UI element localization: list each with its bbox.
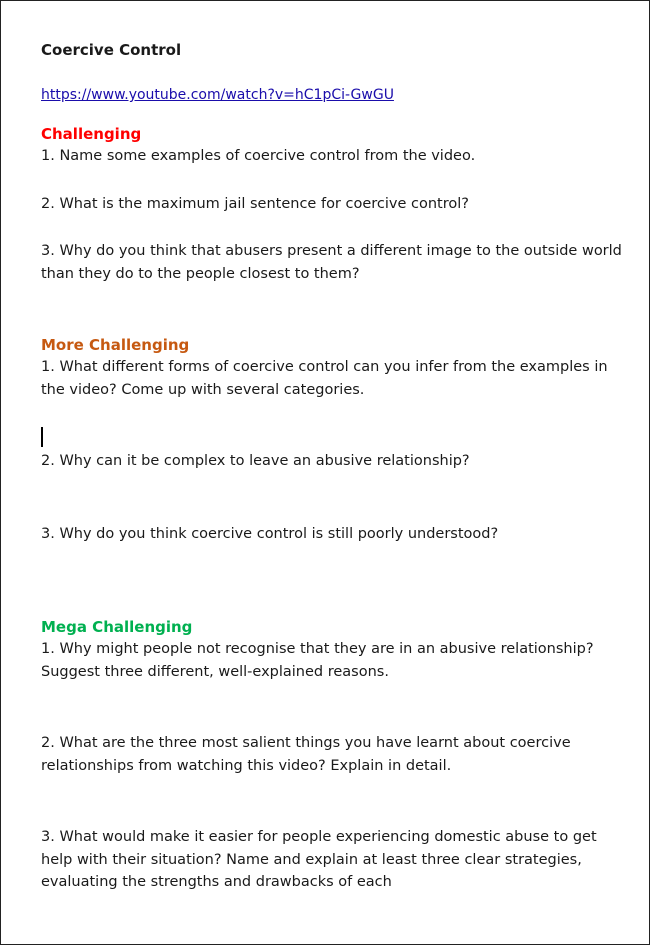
question-mega-challenging-3: 3. What would make it easier for people experiencing domestic abuse to get help with their situation? Name and explain at least three clear strategies, evaluating the strengths and drawbacks of each	[41, 829, 597, 890]
section-heading-challenging: Challenging	[41, 125, 142, 143]
question-challenging-1: 1. Name some examples of coercive control from the video.	[41, 148, 476, 164]
section-heading-more-challenging: More Challenging	[41, 336, 190, 354]
document-body	[41, 39, 631, 894]
question-mega-challenging-1: 1. Why might people not recognise that they are in an abusive relationship? Suggest three different, well-explained reasons.	[41, 641, 594, 680]
question-challenging-3: 3. Why do you think that abusers present a different image to the outside world than they do to the people closest to them?	[41, 243, 622, 282]
section-heading-mega-challenging: Mega Challenging	[41, 618, 193, 636]
document-title: Coercive Control	[41, 41, 182, 59]
question-more-challenging-3: 3. Why do you think coercive control is still poorly understood?	[41, 525, 499, 542]
question-more-challenging-2: 2. Why can it be complex to leave an abusive relationship?	[41, 453, 470, 469]
question-challenging-2: 2. What is the maximum jail sentence for coercive control?	[41, 195, 469, 212]
question-more-challenging-1: 1. What different forms of coercive control can you infer from the examples in the video? Come up with several categories.	[41, 359, 608, 398]
text-cursor	[41, 427, 43, 447]
video-link[interactable]: https://www.youtube.com/watch?v=hC1pCi-GwGU	[41, 87, 394, 103]
question-mega-challenging-2: 2. What are the three most salient things you have learnt about coercive relationships from watching this video? Explain in detail.	[41, 735, 571, 774]
